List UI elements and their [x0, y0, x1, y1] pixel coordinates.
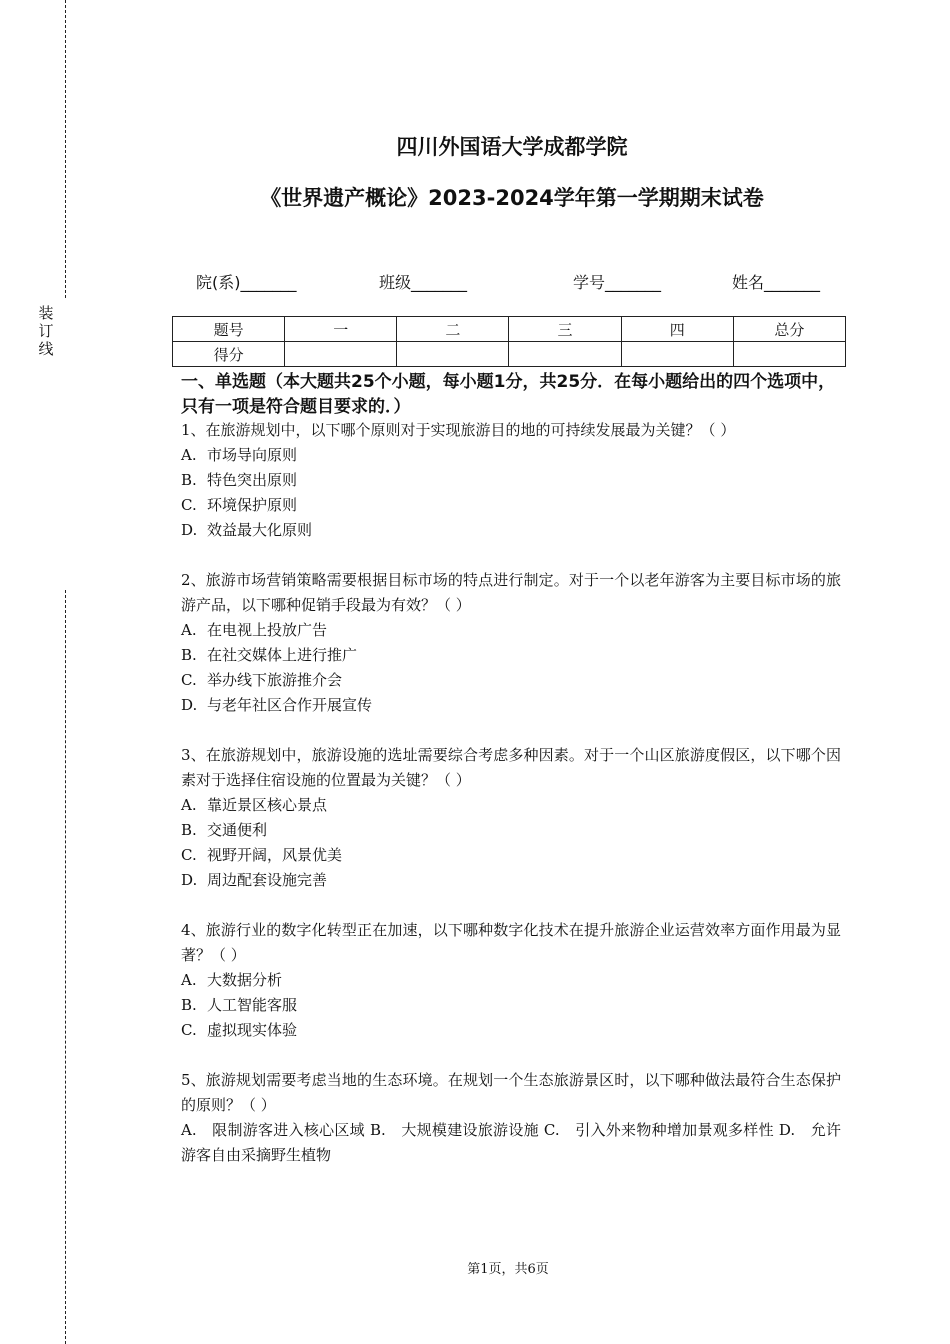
department-field[interactable]: 院(系)_______ — [196, 273, 297, 292]
option-letter: C. — [181, 846, 197, 864]
score-cell[interactable] — [285, 342, 397, 367]
option-a[interactable] — [181, 968, 841, 993]
score-table — [172, 316, 846, 367]
score-cell[interactable] — [509, 342, 621, 367]
exam-title: 《世界遗产概论》2023-2024学年第一学期期末试卷 — [260, 186, 764, 210]
option-b[interactable] — [181, 468, 841, 493]
score-table-score-row — [173, 342, 846, 367]
score-cell[interactable] — [397, 342, 509, 367]
score-header-cell: 一 — [285, 317, 397, 342]
option-c[interactable] — [181, 1018, 841, 1043]
binding-char: 装 — [38, 304, 54, 322]
score-header-cell: 四 — [621, 317, 733, 342]
score-header-cell: 总分 — [733, 317, 845, 342]
question-1 — [181, 418, 841, 543]
option-c[interactable] — [181, 493, 841, 518]
option-text: 大数据分析 — [207, 971, 283, 989]
section-heading: 一、单选题（本大题共25个小题，每小题1分，共25分．在每小题给出的四个选项中，只有一项是符合题目要求的．） — [181, 372, 836, 417]
option-text: 效益最大化原则 — [207, 521, 313, 539]
option-b[interactable] — [181, 993, 841, 1018]
question-list — [181, 418, 841, 1193]
inline-options[interactable]: A. 限制游客进入核心区域 B. 大规模建设旅游设施 C. 引入外来物种增加景观多样性 D. 允许游客自由采摘野生植物 — [181, 1121, 841, 1164]
score-cell[interactable] — [733, 342, 845, 367]
school-title: 四川外国语大学成都学院 — [396, 135, 628, 159]
page-number: 第1页，共6页 — [467, 1262, 549, 1277]
score-cell[interactable] — [621, 342, 733, 367]
question-3 — [181, 743, 841, 893]
question-4 — [181, 918, 841, 1043]
option-text: 虚拟现实体验 — [207, 1021, 298, 1039]
question-stem: 4、旅游行业的数字化转型正在加速，以下哪种数字化技术在提升旅游企业运营效率方面作用最为显著？（ ） — [181, 921, 841, 964]
question-2 — [181, 568, 841, 718]
class-field[interactable]: 班级_______ — [379, 273, 468, 292]
option-c[interactable] — [181, 843, 841, 868]
score-table-header-row — [173, 317, 846, 342]
option-a[interactable] — [181, 793, 841, 818]
option-letter: C. — [181, 671, 197, 689]
option-letter: C. — [181, 1021, 197, 1039]
option-letter: D. — [181, 871, 198, 889]
name-field[interactable]: 姓名_______ — [732, 273, 821, 292]
score-header-cell: 三 — [509, 317, 621, 342]
binding-dashed-line-bottom — [65, 590, 66, 1344]
binding-char: 线 — [38, 340, 54, 358]
option-letter: A. — [181, 446, 197, 464]
option-b[interactable] — [181, 818, 841, 843]
score-header-cell: 题号 — [173, 317, 285, 342]
option-letter: D. — [181, 696, 198, 714]
score-row-label: 得分 — [173, 342, 285, 367]
option-c[interactable] — [181, 668, 841, 693]
option-letter: B. — [181, 821, 197, 839]
option-text: 视野开阔，风景优美 — [207, 846, 343, 864]
option-text: 周边配套设施完善 — [207, 871, 328, 889]
student-id-field[interactable]: 学号_______ — [573, 273, 662, 292]
option-text: 人工智能客服 — [207, 996, 298, 1014]
option-text: 环境保护原则 — [207, 496, 298, 514]
option-d[interactable] — [181, 693, 841, 718]
option-b[interactable] — [181, 643, 841, 668]
option-d[interactable] — [181, 868, 841, 893]
option-text: 特色突出原则 — [207, 471, 298, 489]
question-stem: 1、在旅游规划中，以下哪个原则对于实现旅游目的地的可持续发展最为关键？（ ） — [181, 421, 736, 439]
option-letter: C. — [181, 496, 197, 514]
option-letter: A. — [181, 621, 197, 639]
option-letter: A. — [181, 796, 197, 814]
option-letter: B. — [181, 471, 197, 489]
question-stem: 5、旅游规划需要考虑当地的生态环境。在规划一个生态旅游景区时，以下哪种做法最符合生态保护的原则？（ ） — [181, 1071, 841, 1114]
option-text: 靠近景区核心景点 — [207, 796, 328, 814]
binding-char: 订 — [38, 322, 54, 340]
option-text: 在社交媒体上进行推广 — [207, 646, 358, 664]
question-stem: 3、在旅游规划中，旅游设施的选址需要综合考虑多种因素。对于一个山区旅游度假区，以下哪个因素对于选择住宿设施的位置最为关键？（ ） — [181, 746, 841, 789]
score-header-cell: 二 — [397, 317, 509, 342]
option-letter: D. — [181, 521, 198, 539]
option-letter: A. — [181, 971, 197, 989]
option-a[interactable] — [181, 443, 841, 468]
option-a[interactable] — [181, 618, 841, 643]
option-d[interactable] — [181, 518, 841, 543]
binding-label — [37, 304, 55, 358]
option-text: 交通便利 — [207, 821, 268, 839]
option-text: 与老年社区合作开展宣传 — [207, 696, 373, 714]
option-text: 举办线下旅游推介会 — [207, 671, 343, 689]
option-letter: B. — [181, 996, 197, 1014]
option-text: 在电视上投放广告 — [207, 621, 328, 639]
question-5 — [181, 1068, 841, 1168]
option-letter: B. — [181, 646, 197, 664]
question-stem: 2、旅游市场营销策略需要根据目标市场的特点进行制定。对于一个以老年游客为主要目标市场的旅游产品，以下哪种促销手段最为有效？（ ） — [181, 571, 841, 614]
option-text: 市场导向原则 — [207, 446, 298, 464]
